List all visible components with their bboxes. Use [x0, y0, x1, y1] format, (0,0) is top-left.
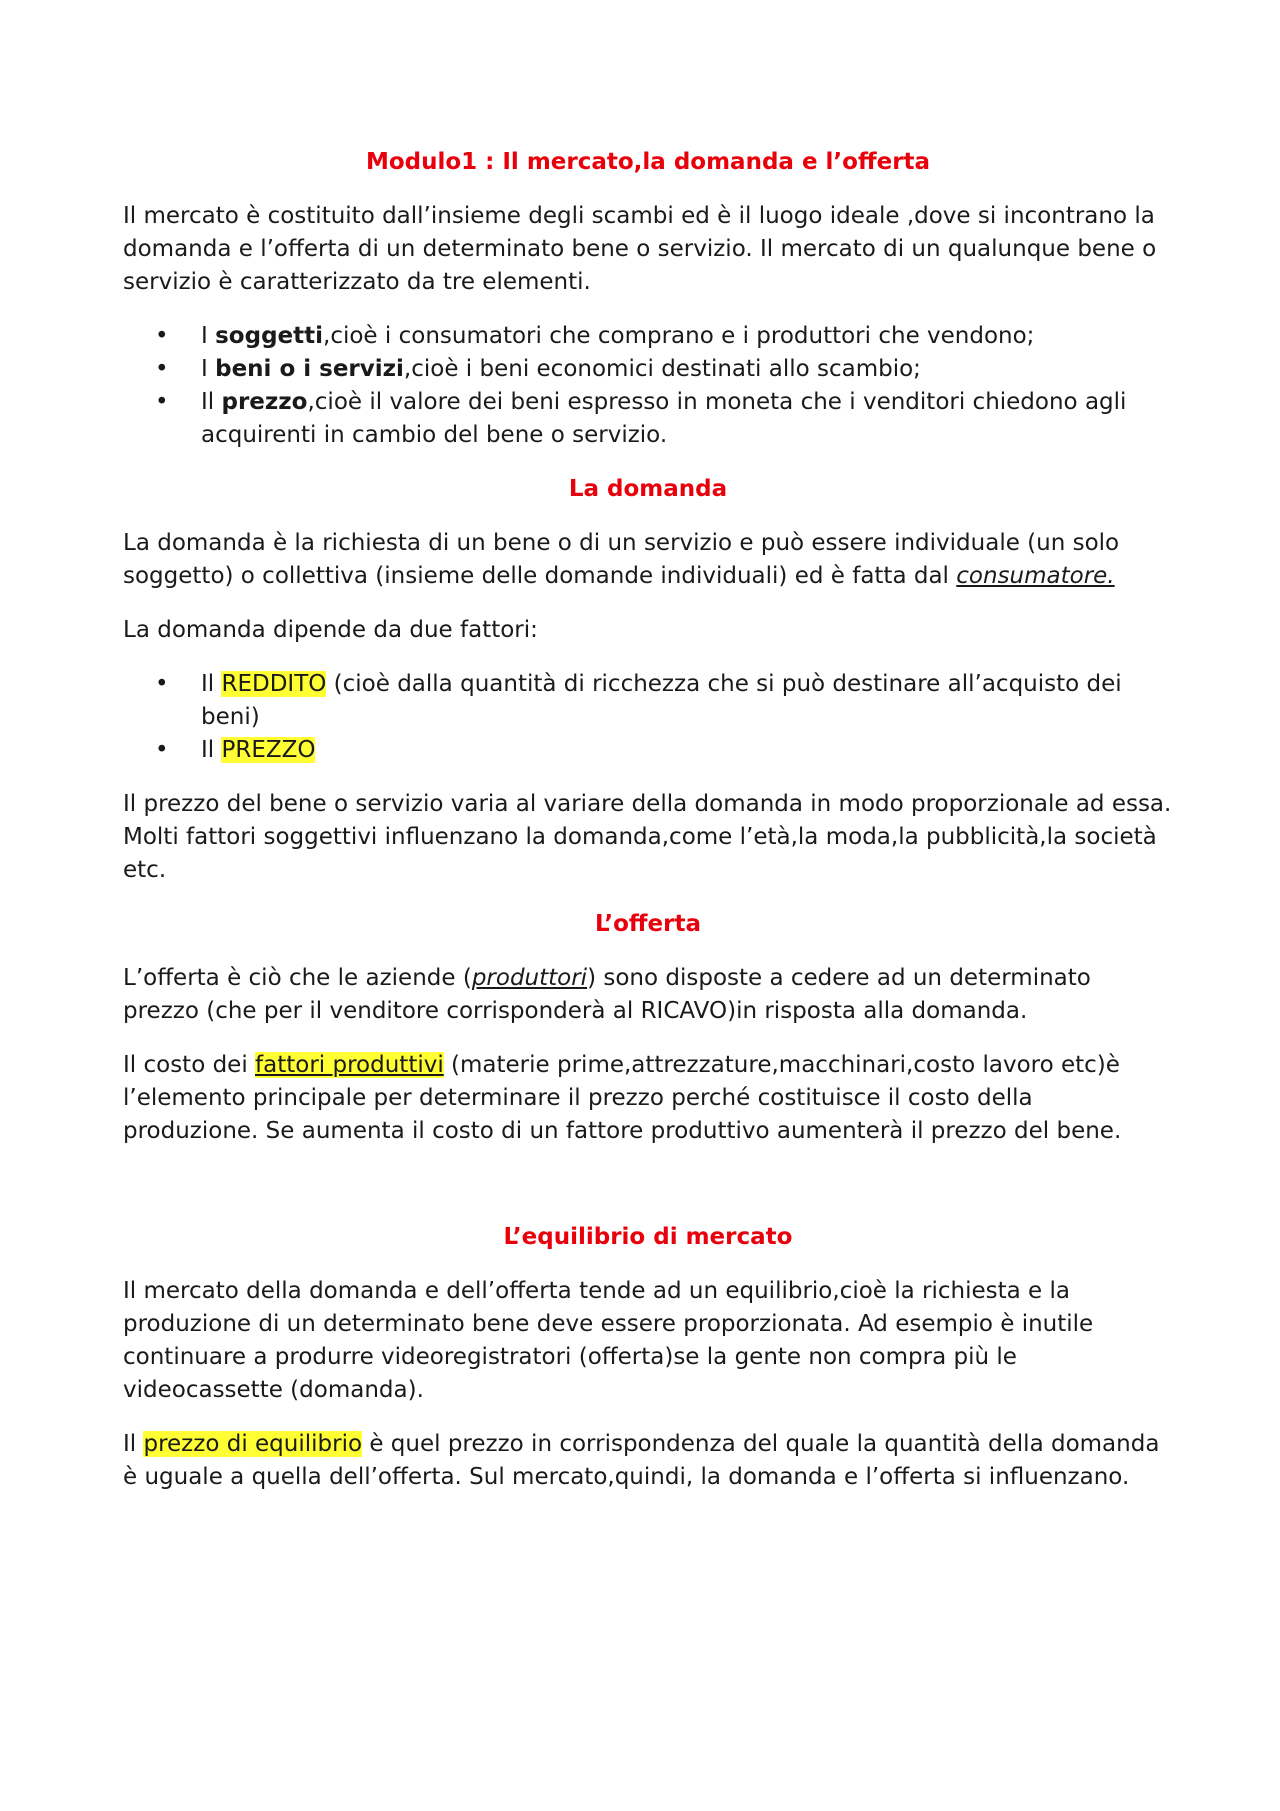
spacer [123, 1169, 1173, 1221]
domanda-factors-list [123, 668, 1173, 767]
intro-paragraph: Il mercato è costituito dall’insieme degli scambi ed è il luogo ideale ,dove si incontrano la domanda e l’offerta di un determinato bene o servizio. Il mercato di un qualunque bene o servizio è caratterizzato da tre elementi. [123, 203, 1157, 295]
highlighted-term: PREZZO [221, 737, 316, 763]
highlighted-term: REDDITO [221, 671, 327, 697]
list-item: • Il prezzo,cioè il valore dei beni espresso in moneta che i venditori chiedono agli acquirenti in cambio del bene o servizio. [201, 386, 1173, 452]
offerta-paragraph-2: Il costo dei fattori produttivi (materie prime,attrezzature,macchinari,costo lavoro etc)è l’elemento principale per determinare il prezzo perché costituisce il costo della produzione. Se aumenta il costo di un fattore produttivo aumenterà il prezzo del bene. [123, 1052, 1122, 1144]
bold-term: beni o i servizi [215, 356, 404, 382]
produttori-term: produttori [471, 965, 588, 991]
section-heading-equilibrio: L’equilibrio di mercato [503, 1224, 793, 1250]
list-item: • Il PREZZO [201, 734, 1173, 767]
highlighted-term: prezzo di equilibrio [143, 1431, 363, 1457]
market-elements-list [123, 320, 1173, 452]
highlighted-term: fattori produttivi [255, 1052, 444, 1078]
offerta-paragraph-1: L’offerta è ciò che le aziende (produttori) sono disposte a cedere ad un determinato prezzo (che per il venditore corrisponderà al RICAVO)in risposta alla domanda. [123, 965, 1091, 1024]
list-item: • Il REDDITO (cioè dalla quantità di ricchezza che si può destinare all’acquisto dei beni) [201, 668, 1173, 734]
list-item: • I soggetti,cioè i consumatori che comprano e i produttori che vendono; [201, 320, 1173, 353]
page-title: Modulo1 : Il mercato,la domanda e l’offerta [365, 149, 931, 175]
domanda-paragraph-2: La domanda dipende da due fattori: [123, 617, 538, 643]
list-item: • I beni o i servizi,cioè i beni economici destinati allo scambio; [201, 353, 1173, 386]
domanda-paragraph-3: Il prezzo del bene o servizio varia al variare della domanda in modo proporzionale ad essa. Molti fattori soggettivi influenzano la domanda,come l’età,la moda,la pubblicità,la società etc. [123, 791, 1172, 883]
equilibrio-paragraph-2: Il prezzo di equilibrio è quel prezzo in corrispondenza del quale la quantità della domanda è uguale a quella dell’offerta. Sul mercato,quindi, la domanda e l’offerta si influenzano. [123, 1431, 1160, 1490]
section-heading-domanda: La domanda [568, 476, 728, 502]
document-page [123, 146, 1173, 1515]
bold-term: soggetti [215, 323, 324, 349]
domanda-paragraph-1: La domanda è la richiesta di un bene o di un servizio e può essere individuale (un solo soggetto) o collettiva (insieme delle domande individuali) ed è fatta dal consumatore. [123, 530, 1120, 589]
section-heading-offerta: L’offerta [595, 911, 701, 937]
bold-term: prezzo [221, 389, 308, 415]
equilibrio-paragraph-1: Il mercato della domanda e dell’offerta tende ad un equilibrio,cioè la richiesta e la produzione di un determinato bene deve essere proporzionata. Ad esempio è inutile continuare a produrre videoregistratori (offerta)se la gente non compra più le videocassette (domanda). [123, 1278, 1094, 1403]
consumatore-term: consumatore. [956, 563, 1115, 589]
